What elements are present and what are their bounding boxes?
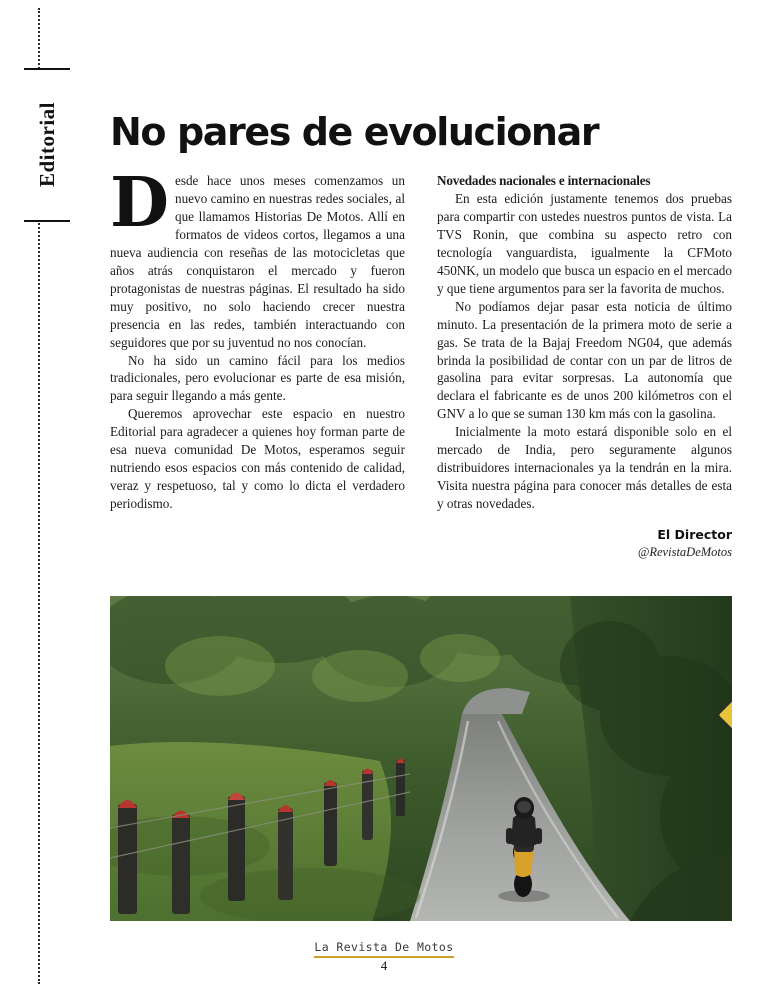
page-number: 4 [380, 958, 388, 973]
footer-brand [0, 938, 768, 958]
signature-name: El Director [657, 527, 732, 543]
paragraph [110, 163, 405, 352]
paragraph: No podíamos dejar pasar esta noticia de último minuto. La presentación de la primera moto de serie a gas. Se trata de la Bajaj Freedom NG04, que además brinda la posibilidad de contar con un par de litros de gasolina para evitar sorpresas. La autonomía que declara el fabricante es de unos 200 kilómetros con el GNV a lo que se suman 130 km más con la gasolina. [437, 298, 732, 422]
paragraph-text: esde hace unos meses comenzamos un nuevo camino en nuestras redes sociales, al que llamamos Historias De Motos. Allí en formatos de videos cortos, llegamos a una nueva audiencia con reseñas de las motocicletas que años atrás conquistaron el mercado y fueron protagonistas de nuestras páginas. El resultado ha sido muy positivo, no solo haciendo crecer nuestra presencia en las redes, también interactuando con seguidores que por su juventud no nos conocían. [110, 173, 405, 350]
signature-handle: @RevistaDeMotos [637, 545, 732, 560]
footer-brand-text: La Revista De Motos [314, 940, 453, 958]
article-body [110, 163, 732, 560]
section-tab-label: Editorial [34, 102, 59, 188]
paragraph: Inicialmente la moto estará disponible solo en el mercado de India, pero seguramente algunos distribuidores internacionales ya la tendrán en la mira. Visita nuestra página para conocer más detalles de esta y otras novedades. [437, 424, 732, 512]
photo-illustration [110, 596, 732, 921]
article-photo [110, 596, 732, 921]
paragraph: En esta edición justamente tenemos dos pruebas para compartir con ustedes nuestros puntos de vista. La TVS Ronin, que combina su aspecto retro con tecnología vanguardista, igualmente la CFMoto 450NK, un modelo que busca un espacio en el mercado y que tiene argumentos para ser la favorita de muchos. [437, 190, 732, 296]
page-title: No pares de evolucionar [110, 110, 599, 155]
article-column-left [110, 163, 405, 560]
section-subheading: Novedades nacionales e internacionales [437, 173, 651, 188]
paragraph: No ha sido un camino fácil para los medios tradicionales, pero evolucionar es parte de esa misión, para seguir llegando a más gente. [110, 352, 405, 404]
article-column-right [437, 172, 732, 560]
signature-block [437, 527, 732, 560]
drop-cap: D [110, 163, 169, 243]
section-tab-editorial [24, 68, 70, 222]
paragraph: Queremos aprovechar este espacio en nuestro Editorial para agradecer a quienes hoy forman parte de esa nueva comunidad De Motos, esperamos seguir nutriendo esos espacios con más contenido de calidad, veraz y respetuoso, tal y como lo dicta el verdadero periodismo. [110, 406, 405, 512]
